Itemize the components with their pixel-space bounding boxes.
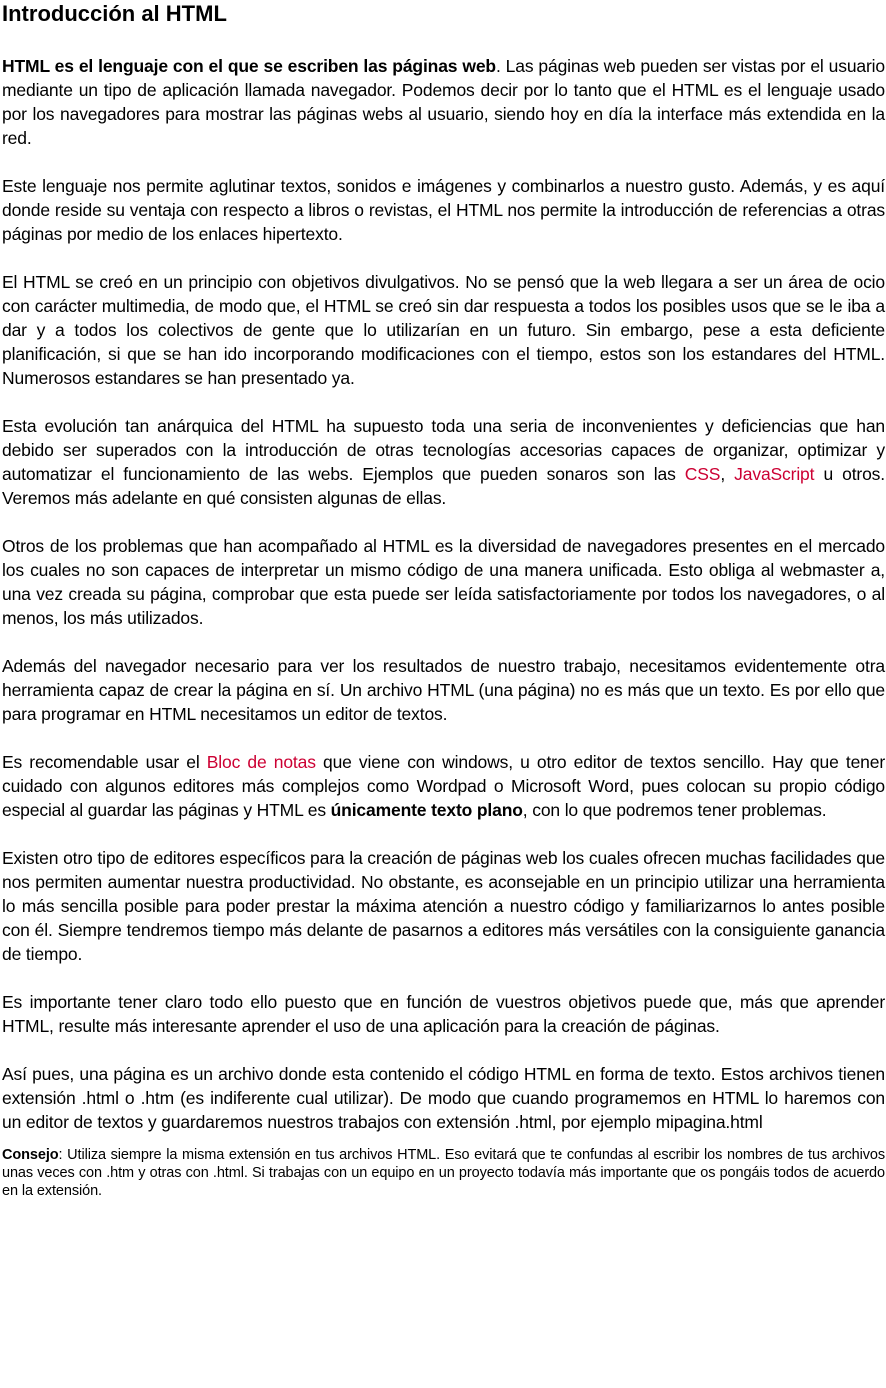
- intro-text: . Las páginas web pueden ser vistas por el usuario mediante un tipo de aplicación llamada navegador. Podemos decir por lo tanto que el HTML es el lenguaje usado por los navegadores para mostrar las páginas webs al usuario, siendo hoy en día la interface más extendida en la red.: [2, 56, 885, 148]
- paragraph-intro: [2, 54, 885, 150]
- tip-label: Consejo: [2, 1147, 59, 1163]
- tip-text: : Utiliza siempre la misma extensión en tus archivos HTML. Eso evitará que te confundas al escribir los nombres de tus archivos unas veces con .htm y otras con .html. Si trabajas con un equipo en un proyecto todavía más importante que os pongáis todos de acuerdo en la extensión.: [2, 1147, 885, 1199]
- paragraph-editores-especificos: Existen otro tipo de editores específicos para la creación de páginas web los cuales ofrecen muchas facilidades que nos permiten aumentar nuestra productividad. No obstante, es aconsejable en un principio utilizar una herramienta lo más sencilla posible para poder prestar la máxima atención a nuestro código y familiarizarnos lo antes posible con él. Siempre tendremos tiempo más delante de pasarnos a editores más versátiles con la consiguiente ganancia de tiempo.: [2, 848, 885, 964]
- tip-box: [2, 1146, 885, 1200]
- bloc-de-notas-link[interactable]: Bloc de notas: [206, 752, 316, 772]
- intro-bold-text: HTML es el lenguaje con el que se escriben las páginas web: [2, 56, 496, 76]
- paragraph-editor: Además del navegador necesario para ver los resultados de nuestro trabajo, necesitamos evidentemente otra herramienta capaz de crear la página en sí. Un archivo HTML (una página) no es más que un texto. Es por ello que para programar en HTML necesitamos un editor de textos.: [2, 656, 885, 724]
- texto-plano-bold: únicamente texto plano: [330, 800, 523, 820]
- bloc-notas-text-end: , con lo que podremos tener problemas.: [522, 800, 827, 820]
- paragraph-objetivos: Es importante tener claro todo ello puesto que en función de vuestros objetivos puede que, más que aprender HTML, resulte más interesante aprender el uso de una aplicación para la creación de páginas.: [2, 992, 885, 1036]
- paragraph-bloc-notas: [2, 750, 885, 822]
- evolucion-separator: ,: [720, 464, 735, 484]
- page-title: Introducción al HTML: [2, 1, 227, 26]
- paragraph-aglutinar: Este lenguaje nos permite aglutinar textos, sonidos e imágenes y combinarlos a nuestro gusto. Además, y es aquí donde reside su ventaja con respecto a libros o revistas, el HTML nos permite la introducción de referencias a otras páginas por medio de los enlaces hipertexto.: [2, 176, 885, 244]
- paragraph-origen: El HTML se creó en un principio con objetivos divulgativos. No se pensó que la web llegara a ser un área de ocio con carácter multimedia, de modo que, el HTML se creó sin dar respuesta a todos los posibles usos que se le iba a dar y a todos los colectivos de gente que lo utilizarían en un futuro. Sin embargo, pese a esta deficiente planificación, si que se han ido incorporando modificaciones con el tiempo, estos son los estandares del HTML. Numerosos estandares se han presentado ya.: [2, 272, 885, 388]
- paragraph-evolucion: [2, 414, 885, 510]
- evolucion-text-end: u otros. Veremos más adelante en qué consisten algunas de ellas.: [2, 464, 885, 508]
- paragraph-navegadores: Otros de los problemas que han acompañado al HTML es la diversidad de navegadores presentes en el mercado los cuales no son capaces de interpretar un mismo código de una manera unificada. Esto obliga al webmaster a, una vez creada su página, comprobar que esta puede ser leída satisfactoriamente por todos los navegadores, o al menos, los más utilizados.: [2, 536, 885, 628]
- paragraph-extension: Así pues, una página es un archivo donde esta contenido el código HTML en forma de texto. Estos archivos tienen extensión .html o .htm (es indiferente cual utilizar). De modo que cuando programemos en HTML lo haremos con un editor de textos y guardaremos nuestros trabajos con extensión .html, por ejemplo mipagina.html: [2, 1064, 885, 1132]
- javascript-link[interactable]: JavaScript: [734, 464, 815, 484]
- bloc-notas-text: Es recomendable usar el: [2, 752, 207, 772]
- bloc-notas-text-middle: que viene con windows, u otro editor de textos sencillo. Hay que tener cuidado con algunos editores más complejos como Wordpad o Microsoft Word, pues colocan su propio código especial al guardar las páginas y HTML es: [2, 752, 886, 820]
- css-link[interactable]: CSS: [684, 464, 721, 484]
- evolucion-text: Esta evolución tan anárquica del HTML ha supuesto toda una seria de inconvenientes y deficiencias que han debido ser superados con la introducción de otras tecnologías accesorias capaces de organizar, optimizar y automatizar el funcionamiento de las webs. Ejemplos que pueden sonaros son las: [2, 416, 885, 484]
